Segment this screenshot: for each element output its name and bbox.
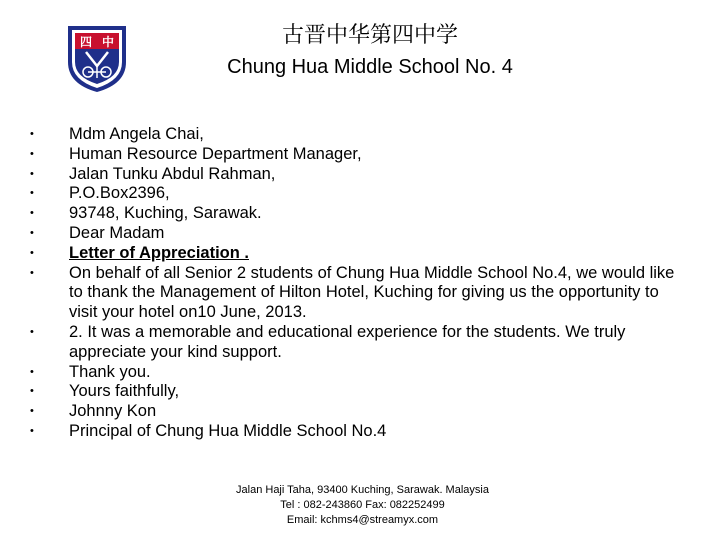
letter-line: • P.O.Box2396, — [30, 184, 690, 204]
letter-subject: • Letter of Appreciation . — [30, 244, 690, 264]
school-name-chinese: 古晋中华第四中学 — [281, 23, 458, 48]
footer-phone: Tel : 082-243860 Fax: 082252499 — [280, 499, 445, 511]
signatory-title: • Principal of Chung Hua Middle School No.4 — [30, 422, 690, 442]
letter-line: • Mdm Angela Chai, — [30, 125, 690, 145]
footer-address: Jalan Haji Taha, 93400 Kuching, Sarawak. Malaysia — [236, 484, 489, 496]
svg-text:中: 中 — [101, 35, 115, 49]
letter-line: • Jalan Tunku Abdul Rahman, — [30, 165, 690, 185]
letter-line: • Yours faithfully, — [30, 382, 690, 402]
footer-contact — [140, 483, 585, 528]
school-name-english: Chung Hua Middle School No. 4 — [227, 56, 513, 78]
signatory-name: • Johnny Kon — [30, 402, 690, 422]
letter-line: • Dear Madam — [30, 224, 690, 244]
letter-body — [30, 125, 690, 442]
letter-line: • Thank you. — [30, 363, 690, 383]
school-crest-icon — [66, 22, 128, 94]
letter-line: • 93748, Kuching, Sarawak. — [30, 204, 690, 224]
letter-paragraph: • 2. It was a memorable and educational experience for the students. We truly appreciate your kind support. — [30, 323, 690, 363]
footer-email: Email: kchms4@streamyx.com — [286, 514, 439, 526]
letter-line: • Human Resource Department Manager, — [30, 145, 690, 165]
svg-text:四: 四 — [79, 35, 93, 49]
letter-paragraph: • On behalf of all Senior 2 students of Chung Hua Middle School No.4, we would like to thank the Management of Hilton Hotel, Kuching for giving us the opportunity to visit your hotel on10 June, 2013. — [30, 264, 690, 323]
